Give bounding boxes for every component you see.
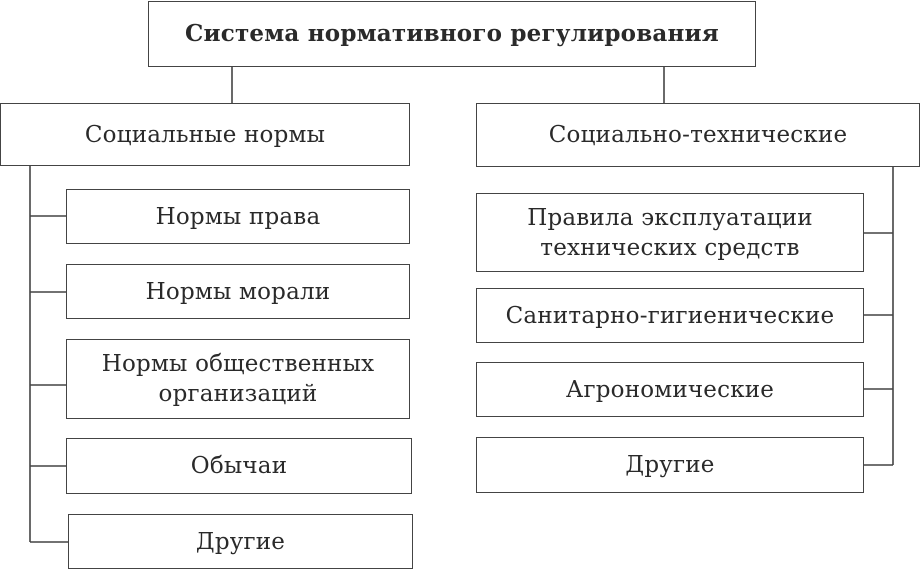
node-agronomic: Агрономические	[476, 362, 864, 417]
node-customs: Обычаи	[66, 438, 412, 494]
node-left-other: Другие	[68, 514, 413, 569]
node-right-other: Другие	[476, 437, 864, 493]
node-norms-of-public-organizations: Нормы общественных организаций	[66, 339, 410, 419]
node-technical-operation-rules: Правила эксплуатации технических средств	[476, 193, 864, 272]
node-norms-of-law: Нормы права	[66, 189, 410, 244]
node-norms-of-morality: Нормы морали	[66, 264, 410, 319]
node-sanitary-hygienic: Санитарно-гигиенические	[476, 288, 864, 343]
branch-socio-technical: Социально-технические	[476, 103, 920, 167]
branch-social-norms: Социальные нормы	[0, 103, 410, 166]
root-box: Система нормативного регулирования	[148, 1, 756, 67]
